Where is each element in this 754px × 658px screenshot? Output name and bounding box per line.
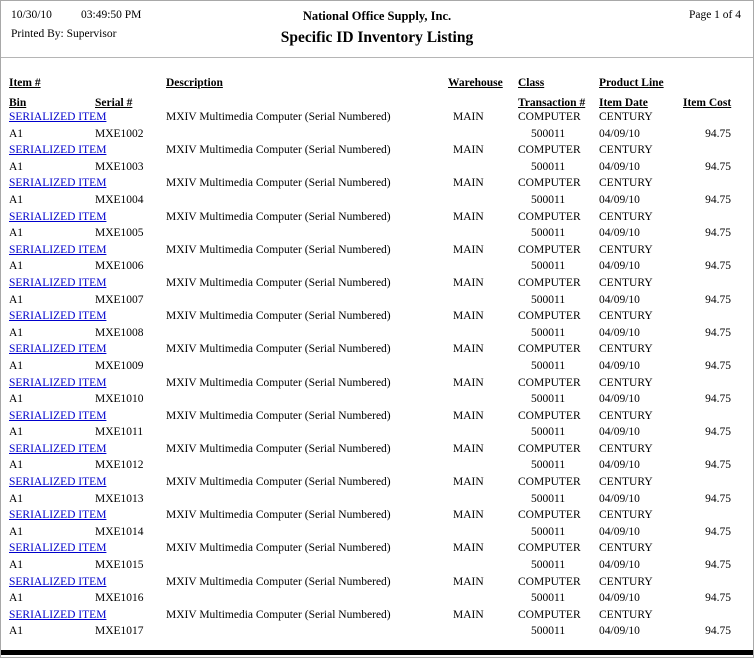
item-description: MXIV Multimedia Computer (Serial Numbered) (166, 111, 391, 123)
record-line-1 (9, 209, 731, 226)
serial-number-value: MXE1009 (95, 359, 144, 372)
item-cost-value: 94.75 (705, 293, 731, 306)
item-cost-value: 94.75 (705, 393, 731, 406)
bin-value: A1 (9, 193, 24, 206)
serial-number-value: MXE1011 (95, 426, 144, 439)
item-date-value: 04/09/10 (599, 227, 640, 240)
class-value: COMPUTER (518, 476, 581, 489)
product-line-value: CENTURY (599, 243, 653, 256)
bin-value: A1 (9, 426, 24, 439)
item-date-value: 04/09/10 (599, 559, 640, 572)
inventory-record (9, 242, 731, 275)
record-line-1 (9, 607, 731, 624)
product-line-value: CENTURY (599, 310, 653, 323)
item-date-value: 04/09/10 (599, 525, 640, 538)
record-line-2 (9, 292, 731, 309)
inventory-record (9, 574, 731, 607)
class-value: COMPUTER (518, 409, 581, 422)
transaction-number-value: 500011 (531, 393, 566, 406)
warehouse-value: MAIN (453, 243, 484, 256)
item-description: MXIV Multimedia Computer (Serial Numbered) (166, 144, 391, 157)
record-line-2 (9, 258, 731, 275)
item-description: MXIV Multimedia Computer (Serial Numbered) (166, 575, 391, 588)
col-header-class: Class (518, 77, 545, 89)
record-line-1 (9, 507, 731, 524)
class-value: COMPUTER (518, 442, 581, 455)
record-line-2 (9, 524, 731, 541)
report-title: Specific ID Inventory Listing (280, 29, 474, 46)
column-headers-row1 (9, 75, 731, 92)
class-value: COMPUTER (518, 243, 581, 256)
page-bottom-border (1, 650, 753, 655)
record-line-1 (9, 308, 731, 325)
item-description: MXIV Multimedia Computer (Serial Numbered) (166, 343, 391, 356)
item-number-link[interactable]: SERIALIZED ITEM (9, 542, 107, 555)
product-line-value: CENTURY (599, 608, 653, 621)
serial-number-value: MXE1015 (95, 559, 144, 572)
warehouse-value: MAIN (453, 111, 484, 123)
item-cost-value: 94.75 (705, 426, 731, 439)
class-value: COMPUTER (518, 144, 581, 157)
item-cost-value: 94.75 (705, 625, 731, 638)
transaction-number-value: 500011 (531, 326, 566, 339)
transaction-number-value: 500011 (531, 359, 566, 372)
item-description: MXIV Multimedia Computer (Serial Numbered) (166, 608, 391, 621)
item-description: MXIV Multimedia Computer (Serial Numbered) (166, 210, 391, 223)
item-description: MXIV Multimedia Computer (Serial Numbered) (166, 409, 391, 422)
record-line-2 (9, 457, 731, 474)
transaction-number-value: 500011 (531, 127, 566, 140)
item-description: MXIV Multimedia Computer (Serial Numbered) (166, 177, 391, 190)
item-cost-value: 94.75 (705, 260, 731, 273)
record-line-1 (9, 441, 731, 458)
col-header-serial-number: Serial # (95, 96, 133, 109)
item-date-value: 04/09/10 (599, 592, 640, 605)
warehouse-value: MAIN (453, 310, 484, 323)
transaction-number-value: 500011 (531, 160, 566, 173)
inventory-record (9, 474, 731, 507)
transaction-number-value: 500011 (531, 426, 566, 439)
inventory-record (9, 540, 731, 573)
bin-value: A1 (9, 260, 24, 273)
item-description: MXIV Multimedia Computer (Serial Numbered) (166, 376, 391, 389)
warehouse-value: MAIN (453, 177, 484, 190)
warehouse-value: MAIN (453, 376, 484, 389)
item-cost-value: 94.75 (705, 193, 731, 206)
product-line-value: CENTURY (599, 442, 653, 455)
transaction-number-value: 500011 (531, 227, 566, 240)
class-value: COMPUTER (518, 509, 581, 522)
item-cost-value: 94.75 (705, 326, 731, 339)
company-name: National Office Supply, Inc. (302, 9, 452, 23)
serial-number-value: MXE1017 (95, 625, 144, 638)
serial-number-value: MXE1005 (95, 227, 144, 240)
item-number-link[interactable]: SERIALIZED ITEM (9, 210, 107, 223)
record-line-1 (9, 375, 731, 392)
record-line-1 (9, 142, 731, 159)
report-date: 10/30/10 (11, 9, 52, 21)
item-number-link[interactable]: SERIALIZED ITEM (9, 575, 107, 588)
class-value: COMPUTER (518, 343, 581, 356)
product-line-value: CENTURY (599, 111, 653, 123)
transaction-number-value: 500011 (531, 625, 566, 638)
item-date-value: 04/09/10 (599, 293, 640, 306)
col-header-transaction-number: Transaction # (518, 96, 586, 109)
item-number-link[interactable]: SERIALIZED ITEM (9, 509, 107, 522)
product-line-value: CENTURY (599, 476, 653, 489)
warehouse-value: MAIN (453, 608, 484, 621)
record-line-2 (9, 557, 731, 574)
inventory-record (9, 142, 731, 175)
record-line-2 (9, 358, 731, 375)
item-date-value: 04/09/10 (599, 426, 640, 439)
warehouse-value: MAIN (453, 144, 484, 157)
inventory-record (9, 408, 731, 441)
class-value: COMPUTER (518, 376, 581, 389)
bin-value: A1 (9, 625, 24, 638)
warehouse-value: MAIN (453, 276, 484, 289)
record-line-1 (9, 341, 731, 358)
bin-value: A1 (9, 127, 24, 140)
record-line-2 (9, 623, 731, 640)
warehouse-value: MAIN (453, 210, 484, 223)
bin-value: A1 (9, 160, 24, 173)
col-header-item-cost: Item Cost (683, 96, 732, 109)
item-number-link[interactable]: SERIALIZED ITEM (9, 243, 107, 256)
product-line-value: CENTURY (599, 343, 653, 356)
transaction-number-value: 500011 (531, 592, 566, 605)
class-value: COMPUTER (518, 608, 581, 621)
serial-number-value: MXE1007 (95, 293, 144, 306)
class-value: COMPUTER (518, 111, 581, 123)
serial-number-value: MXE1014 (95, 525, 144, 538)
item-number-link[interactable]: SERIALIZED ITEM (9, 276, 107, 289)
item-number-link[interactable]: SERIALIZED ITEM (9, 310, 107, 323)
class-value: COMPUTER (518, 177, 581, 190)
col-header-product-line: Product Line (599, 77, 664, 89)
item-number-link[interactable]: SERIALIZED ITEM (9, 111, 107, 123)
item-description: MXIV Multimedia Computer (Serial Numbered) (166, 276, 391, 289)
item-date-value: 04/09/10 (599, 359, 640, 372)
item-date-value: 04/09/10 (599, 160, 640, 173)
record-line-2 (9, 192, 731, 209)
product-line-value: CENTURY (599, 542, 653, 555)
transaction-number-value: 500011 (531, 459, 566, 472)
product-line-value: CENTURY (599, 276, 653, 289)
serial-number-value: MXE1016 (95, 592, 144, 605)
class-value: COMPUTER (518, 542, 581, 555)
item-number-link[interactable]: SERIALIZED ITEM (9, 177, 107, 190)
bin-value: A1 (9, 227, 24, 240)
item-cost-value: 94.75 (705, 160, 731, 173)
printed-by: Printed By: Supervisor (11, 28, 117, 40)
record-line-1 (9, 408, 731, 425)
class-value: COMPUTER (518, 210, 581, 223)
item-cost-value: 94.75 (705, 459, 731, 472)
warehouse-value: MAIN (453, 542, 484, 555)
bin-value: A1 (9, 525, 24, 538)
record-line-2 (9, 126, 731, 143)
bin-value: A1 (9, 592, 24, 605)
col-header-warehouse: Warehouse (448, 77, 503, 89)
record-line-1 (9, 275, 731, 292)
page-indicator: Page 1 of 4 (688, 9, 741, 21)
item-description: MXIV Multimedia Computer (Serial Numbered) (166, 442, 391, 455)
warehouse-value: MAIN (453, 442, 484, 455)
serial-number-value: MXE1010 (95, 393, 144, 406)
col-header-item-date: Item Date (599, 96, 648, 109)
item-date-value: 04/09/10 (599, 260, 640, 273)
inventory-record (9, 109, 731, 142)
bin-value: A1 (9, 359, 24, 372)
bin-value: A1 (9, 559, 24, 572)
bin-value: A1 (9, 393, 24, 406)
header-divider (1, 57, 753, 58)
serial-number-value: MXE1012 (95, 459, 144, 472)
item-cost-value: 94.75 (705, 127, 731, 140)
item-description: MXIV Multimedia Computer (Serial Numbered) (166, 476, 391, 489)
transaction-number-value: 500011 (531, 293, 566, 306)
item-description: MXIV Multimedia Computer (Serial Numbered) (166, 243, 391, 256)
record-line-1 (9, 540, 731, 557)
item-date-value: 04/09/10 (599, 393, 640, 406)
class-value: COMPUTER (518, 276, 581, 289)
record-line-1 (9, 242, 731, 259)
report-body (9, 109, 731, 640)
serial-number-value: MXE1013 (95, 492, 144, 505)
record-line-2 (9, 225, 731, 242)
transaction-number-value: 500011 (531, 193, 566, 206)
inventory-record (9, 441, 731, 474)
inventory-record (9, 308, 731, 341)
record-line-1 (9, 474, 731, 491)
serial-number-value: MXE1004 (95, 193, 144, 206)
item-cost-value: 94.75 (705, 525, 731, 538)
record-line-1 (9, 109, 731, 126)
inventory-record (9, 607, 731, 640)
inventory-record (9, 375, 731, 408)
item-cost-value: 94.75 (705, 592, 731, 605)
inventory-record (9, 507, 731, 540)
item-description: MXIV Multimedia Computer (Serial Numbered) (166, 310, 391, 323)
bin-value: A1 (9, 492, 24, 505)
record-line-2 (9, 424, 731, 441)
item-date-value: 04/09/10 (599, 326, 640, 339)
warehouse-value: MAIN (453, 409, 484, 422)
item-date-value: 04/09/10 (599, 492, 640, 505)
item-description: MXIV Multimedia Computer (Serial Numbered) (166, 509, 391, 522)
col-header-bin: Bin (9, 96, 27, 109)
product-line-value: CENTURY (599, 575, 653, 588)
inventory-record (9, 341, 731, 374)
inventory-record (9, 275, 731, 308)
item-number-link[interactable]: SERIALIZED ITEM (9, 476, 107, 489)
record-line-2 (9, 590, 731, 607)
product-line-value: CENTURY (599, 177, 653, 190)
serial-number-value: MXE1006 (95, 260, 144, 273)
serial-number-value: MXE1002 (95, 127, 144, 140)
item-number-link[interactable]: SERIALIZED ITEM (9, 376, 107, 389)
item-description: MXIV Multimedia Computer (Serial Numbered) (166, 542, 391, 555)
record-line-2 (9, 491, 731, 508)
record-line-1 (9, 175, 731, 192)
item-cost-value: 94.75 (705, 559, 731, 572)
record-line-2 (9, 391, 731, 408)
serial-number-value: MXE1003 (95, 160, 144, 173)
product-line-value: CENTURY (599, 409, 653, 422)
record-line-1 (9, 574, 731, 591)
warehouse-value: MAIN (453, 509, 484, 522)
item-number-link[interactable]: SERIALIZED ITEM (9, 343, 107, 356)
transaction-number-value: 500011 (531, 525, 566, 538)
item-number-link[interactable]: SERIALIZED ITEM (9, 442, 107, 455)
item-date-value: 04/09/10 (599, 625, 640, 638)
item-date-value: 04/09/10 (599, 459, 640, 472)
transaction-number-value: 500011 (531, 492, 566, 505)
record-line-2 (9, 159, 731, 176)
item-cost-value: 94.75 (705, 492, 731, 505)
bin-value: A1 (9, 293, 24, 306)
product-line-value: CENTURY (599, 210, 653, 223)
item-number-link[interactable]: SERIALIZED ITEM (9, 608, 107, 621)
inventory-record (9, 175, 731, 208)
warehouse-value: MAIN (453, 476, 484, 489)
transaction-number-value: 500011 (531, 260, 566, 273)
class-value: COMPUTER (518, 575, 581, 588)
transaction-number-value: 500011 (531, 559, 566, 572)
col-header-description: Description (166, 77, 223, 89)
inventory-record (9, 209, 731, 242)
warehouse-value: MAIN (453, 575, 484, 588)
serial-number-value: MXE1008 (95, 326, 144, 339)
item-date-value: 04/09/10 (599, 127, 640, 140)
item-cost-value: 94.75 (705, 359, 731, 372)
item-cost-value: 94.75 (705, 227, 731, 240)
item-date-value: 04/09/10 (599, 193, 640, 206)
report-time: 03:49:50 PM (81, 9, 142, 21)
warehouse-value: MAIN (453, 343, 484, 356)
col-header-item-number: Item # (9, 77, 41, 89)
product-line-value: CENTURY (599, 509, 653, 522)
bin-value: A1 (9, 326, 24, 339)
item-number-link[interactable]: SERIALIZED ITEM (9, 144, 107, 157)
product-line-value: CENTURY (599, 144, 653, 157)
product-line-value: CENTURY (599, 376, 653, 389)
record-line-2 (9, 325, 731, 342)
column-headers (9, 75, 731, 111)
bin-value: A1 (9, 459, 24, 472)
class-value: COMPUTER (518, 310, 581, 323)
item-number-link[interactable]: SERIALIZED ITEM (9, 409, 107, 422)
